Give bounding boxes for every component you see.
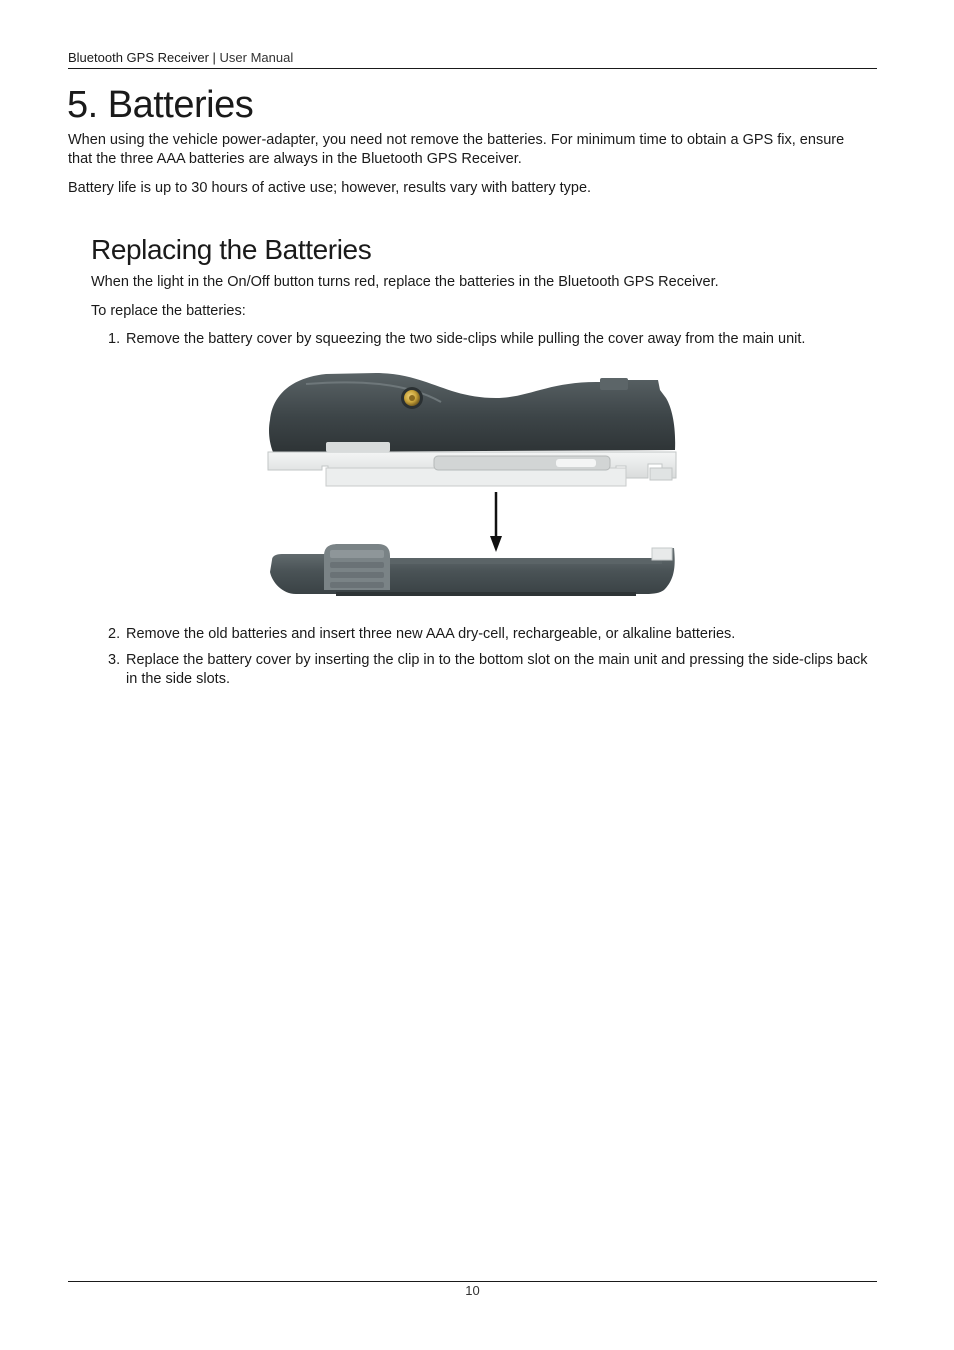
page-footer bbox=[68, 1281, 877, 1299]
step-text: Remove the old batteries and insert three new AAA dry-cell, rechargeable, or alkaline batteries. bbox=[126, 626, 736, 642]
steps-list-part-2 bbox=[108, 625, 878, 689]
step-number: 3. bbox=[108, 652, 121, 668]
battery-slot-inner bbox=[556, 459, 596, 467]
step-item bbox=[108, 625, 878, 644]
direction-arrow-head-icon bbox=[490, 536, 502, 552]
section-paragraph-2: To replace the batteries: bbox=[91, 303, 246, 319]
step-number: 2. bbox=[108, 626, 121, 642]
top-clip bbox=[600, 378, 628, 390]
cover-bottom-edge bbox=[336, 592, 636, 596]
gps-receiver-exploded-view bbox=[266, 368, 678, 600]
cover-right-clip bbox=[652, 548, 672, 560]
step-text: Replace the battery cover by inserting the clip in to the bottom slot on the main unit and pressing the side-clips back in the side slots. bbox=[126, 652, 868, 687]
frame-right-tab bbox=[650, 468, 672, 480]
step-item bbox=[108, 651, 878, 689]
chapter-paragraph-1: When using the vehicle power-adapter, you need not remove the batteries. For minimum time to obtain a GPS fix, ensure that the three AAA batteries are always in the Bluetooth GPS Receiver. bbox=[68, 132, 845, 167]
battery-cover-lip bbox=[388, 558, 662, 564]
page-number: 10 bbox=[465, 1283, 480, 1298]
section-title: Replacing the Batteries bbox=[91, 234, 372, 265]
step-text: Remove the battery cover by squeezing the two side-clips while pulling the cover away from the main unit. bbox=[126, 331, 806, 347]
chapter-title: 5. Batteries bbox=[67, 84, 254, 126]
steps-list-part-1 bbox=[108, 330, 878, 349]
step-number: 1. bbox=[108, 331, 121, 347]
step-item bbox=[108, 330, 878, 349]
frame-lower-slab bbox=[326, 468, 626, 486]
frame-tab bbox=[326, 442, 390, 452]
header-doc-type: User Manual bbox=[219, 50, 294, 65]
running-header bbox=[68, 50, 877, 69]
battery-cover-illustration bbox=[266, 368, 678, 600]
chapter-paragraph-2: Battery life is up to 30 hours of active use; however, results vary with battery type. bbox=[68, 180, 592, 196]
header-separator: | bbox=[208, 50, 220, 65]
header-product-name: Bluetooth GPS Receiver bbox=[68, 50, 209, 65]
section-paragraph-1: When the light in the On/Off button turns red, replace the batteries in the Bluetooth GPS Receiver. bbox=[91, 274, 719, 290]
